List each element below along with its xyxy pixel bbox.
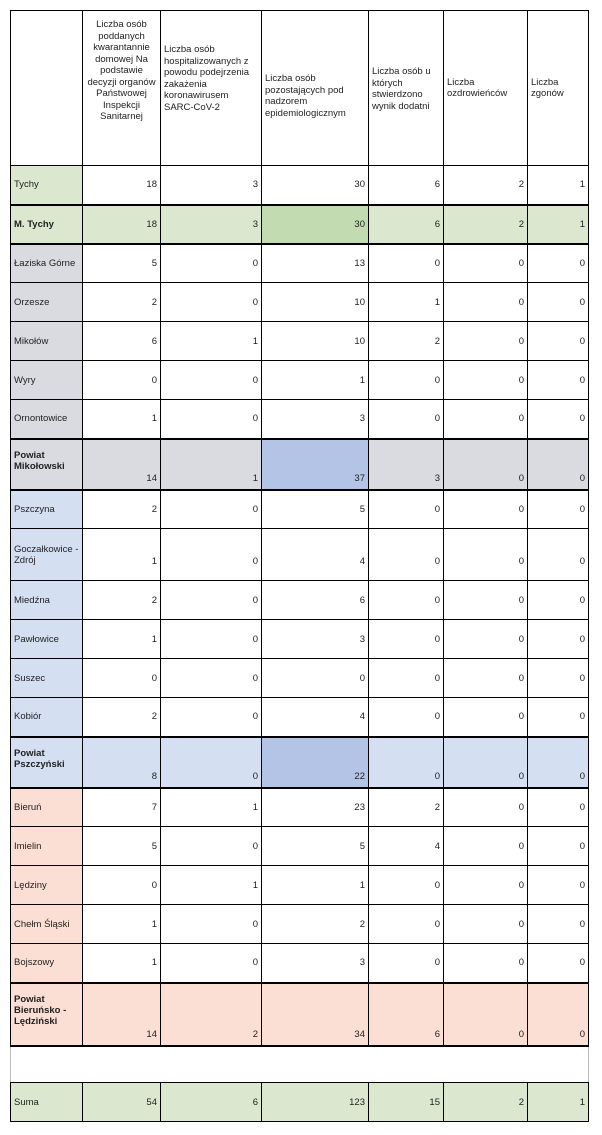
cell-hospitalized: 6	[161, 1083, 262, 1122]
cell-supervision: 0	[262, 659, 369, 698]
cell-quarantine: 54	[83, 1083, 161, 1122]
spacer-cell	[11, 1046, 589, 1083]
cell-deaths: 0	[528, 400, 589, 439]
row-name: Kobiór	[11, 698, 83, 737]
cell-supervision: 34	[262, 983, 369, 1046]
cell-supervision: 123	[262, 1083, 369, 1122]
cell-recovered: 0	[444, 737, 528, 788]
table-row	[11, 490, 589, 529]
header-row	[11, 11, 589, 166]
cell-deaths: 0	[528, 244, 589, 283]
cell-supervision: 30	[262, 205, 369, 244]
cell-hospitalized: 0	[161, 659, 262, 698]
cell-hospitalized: 0	[161, 361, 262, 400]
table-row	[11, 905, 589, 944]
cell-recovered: 0	[444, 983, 528, 1046]
epidemic-statistics-table	[10, 10, 589, 1122]
cell-deaths: 0	[528, 322, 589, 361]
cell-quarantine: 8	[83, 737, 161, 788]
cell-positive: 0	[369, 490, 444, 529]
cell-quarantine: 2	[83, 698, 161, 737]
cell-recovered: 0	[444, 659, 528, 698]
cell-deaths: 0	[528, 737, 589, 788]
cell-recovered: 0	[444, 244, 528, 283]
cell-deaths: 0	[528, 439, 589, 490]
cell-deaths: 0	[528, 581, 589, 620]
row-name: Miedźna	[11, 581, 83, 620]
cell-hospitalized: 0	[161, 944, 262, 983]
table-row	[11, 322, 589, 361]
cell-recovered: 0	[444, 283, 528, 322]
cell-supervision: 10	[262, 322, 369, 361]
cell-supervision: 4	[262, 529, 369, 581]
cell-positive: 6	[369, 166, 444, 205]
header-quarantine: Liczba osób poddanych kwarantannie domowej Na podstawie decyzji organów Państwowej Inspekcji Sanitarnej	[83, 11, 161, 166]
cell-quarantine: 5	[83, 827, 161, 866]
table-row	[11, 827, 589, 866]
cell-supervision: 3	[262, 944, 369, 983]
header-deaths: Liczba zgonów	[528, 11, 589, 166]
cell-recovered: 0	[444, 698, 528, 737]
cell-deaths: 0	[528, 659, 589, 698]
cell-positive: 0	[369, 944, 444, 983]
cell-hospitalized: 0	[161, 737, 262, 788]
row-name: Pszczyna	[11, 490, 83, 529]
cell-deaths: 1	[528, 166, 589, 205]
cell-positive: 6	[369, 983, 444, 1046]
cell-positive: 3	[369, 439, 444, 490]
row-name: Tychy	[11, 166, 83, 205]
cell-deaths: 1	[528, 205, 589, 244]
table-row	[11, 529, 589, 581]
row-name: Powiat Mikołowski	[11, 439, 83, 490]
total-row	[11, 1083, 589, 1122]
cell-recovered: 2	[444, 205, 528, 244]
cell-supervision: 30	[262, 166, 369, 205]
row-name: Goczałkowice - Zdrój	[11, 529, 83, 581]
row-name: Bieruń	[11, 788, 83, 827]
table-row	[11, 866, 589, 905]
table-container	[10, 10, 589, 1122]
cell-hospitalized: 1	[161, 788, 262, 827]
row-name: Suma	[11, 1083, 83, 1122]
row-name: Powiat Bieruńsko - Lędziński	[11, 983, 83, 1046]
table-row	[11, 166, 589, 205]
header-supervision: Liczba osób pozostających pod nadzorem epidemiologicznym	[262, 11, 369, 166]
row-name: Imielin	[11, 827, 83, 866]
cell-deaths: 0	[528, 944, 589, 983]
cell-supervision: 6	[262, 581, 369, 620]
cell-quarantine: 0	[83, 866, 161, 905]
row-name: Powiat Pszczyński	[11, 737, 83, 788]
cell-quarantine: 2	[83, 490, 161, 529]
cell-positive: 0	[369, 529, 444, 581]
cell-positive: 0	[369, 361, 444, 400]
cell-hospitalized: 0	[161, 827, 262, 866]
cell-recovered: 0	[444, 866, 528, 905]
cell-hospitalized: 0	[161, 400, 262, 439]
table-row	[11, 944, 589, 983]
cell-positive: 0	[369, 737, 444, 788]
table-row-summary	[11, 737, 589, 788]
cell-hospitalized: 0	[161, 529, 262, 581]
header-hospitalized: Liczba osób hospitalizowanych z powodu podejrzenia zakażenia koronawirusem SARC-CoV-2	[161, 11, 262, 166]
cell-hospitalized: 3	[161, 205, 262, 244]
header-corner	[11, 11, 83, 166]
cell-quarantine: 7	[83, 788, 161, 827]
cell-recovered: 0	[444, 944, 528, 983]
cell-hospitalized: 3	[161, 166, 262, 205]
table-row-summary	[11, 205, 589, 244]
cell-deaths: 0	[528, 827, 589, 866]
cell-positive: 15	[369, 1083, 444, 1122]
table-row	[11, 581, 589, 620]
cell-positive: 2	[369, 322, 444, 361]
row-name: Wyry	[11, 361, 83, 400]
cell-quarantine: 1	[83, 905, 161, 944]
cell-hospitalized: 0	[161, 283, 262, 322]
row-name: Łaziska Górne	[11, 244, 83, 283]
table-row	[11, 283, 589, 322]
row-name: Ornontowice	[11, 400, 83, 439]
cell-quarantine: 0	[83, 361, 161, 400]
cell-quarantine: 2	[83, 581, 161, 620]
row-name: Bojszowy	[11, 944, 83, 983]
cell-supervision: 1	[262, 866, 369, 905]
cell-positive: 0	[369, 400, 444, 439]
cell-quarantine: 14	[83, 983, 161, 1046]
cell-hospitalized: 0	[161, 581, 262, 620]
cell-hospitalized: 0	[161, 490, 262, 529]
cell-deaths: 0	[528, 283, 589, 322]
cell-supervision: 22	[262, 737, 369, 788]
row-name: Suszec	[11, 659, 83, 698]
cell-deaths: 0	[528, 788, 589, 827]
cell-positive: 2	[369, 788, 444, 827]
cell-supervision: 5	[262, 827, 369, 866]
row-name: Orzesze	[11, 283, 83, 322]
table-row	[11, 698, 589, 737]
cell-supervision: 23	[262, 788, 369, 827]
cell-deaths: 0	[528, 698, 589, 737]
cell-quarantine: 5	[83, 244, 161, 283]
cell-positive: 0	[369, 620, 444, 659]
cell-positive: 4	[369, 827, 444, 866]
cell-recovered: 0	[444, 361, 528, 400]
cell-quarantine: 0	[83, 659, 161, 698]
row-name: Mikołów	[11, 322, 83, 361]
cell-quarantine: 18	[83, 205, 161, 244]
cell-supervision: 37	[262, 439, 369, 490]
cell-quarantine: 1	[83, 620, 161, 659]
cell-hospitalized: 0	[161, 905, 262, 944]
cell-supervision: 3	[262, 620, 369, 659]
cell-recovered: 0	[444, 905, 528, 944]
cell-deaths: 0	[528, 983, 589, 1046]
cell-supervision: 1	[262, 361, 369, 400]
cell-deaths: 0	[528, 490, 589, 529]
cell-recovered: 0	[444, 788, 528, 827]
cell-hospitalized: 1	[161, 322, 262, 361]
row-name: Lędziny	[11, 866, 83, 905]
table-row	[11, 659, 589, 698]
cell-quarantine: 1	[83, 944, 161, 983]
spacer-row	[11, 1046, 589, 1083]
table-row	[11, 400, 589, 439]
cell-quarantine: 1	[83, 400, 161, 439]
cell-deaths: 0	[528, 905, 589, 944]
cell-positive: 0	[369, 866, 444, 905]
cell-deaths: 1	[528, 1083, 589, 1122]
cell-quarantine: 1	[83, 529, 161, 581]
row-name: M. Tychy	[11, 205, 83, 244]
cell-quarantine: 18	[83, 166, 161, 205]
cell-quarantine: 14	[83, 439, 161, 490]
table-row	[11, 361, 589, 400]
cell-quarantine: 2	[83, 283, 161, 322]
cell-hospitalized: 0	[161, 698, 262, 737]
table-row-summary	[11, 983, 589, 1046]
cell-recovered: 0	[444, 322, 528, 361]
header-positive: Liczba osób u których stwierdzono wynik dodatni	[369, 11, 444, 166]
cell-hospitalized: 2	[161, 983, 262, 1046]
cell-supervision: 3	[262, 400, 369, 439]
cell-hospitalized: 1	[161, 866, 262, 905]
cell-quarantine: 6	[83, 322, 161, 361]
table-row	[11, 788, 589, 827]
cell-supervision: 13	[262, 244, 369, 283]
cell-positive: 0	[369, 905, 444, 944]
cell-recovered: 0	[444, 827, 528, 866]
cell-positive: 1	[369, 283, 444, 322]
cell-supervision: 4	[262, 698, 369, 737]
cell-positive: 0	[369, 244, 444, 283]
cell-positive: 0	[369, 659, 444, 698]
cell-deaths: 0	[528, 620, 589, 659]
cell-positive: 0	[369, 581, 444, 620]
cell-recovered: 2	[444, 1083, 528, 1122]
cell-recovered: 2	[444, 166, 528, 205]
table-row-summary	[11, 439, 589, 490]
cell-positive: 6	[369, 205, 444, 244]
row-name: Chełm Śląski	[11, 905, 83, 944]
cell-supervision: 2	[262, 905, 369, 944]
header-recovered: Liczba ozdrowieńców	[444, 11, 528, 166]
table-row	[11, 620, 589, 659]
table-row	[11, 244, 589, 283]
cell-hospitalized: 1	[161, 439, 262, 490]
cell-hospitalized: 0	[161, 620, 262, 659]
cell-recovered: 0	[444, 490, 528, 529]
cell-recovered: 0	[444, 400, 528, 439]
row-name: Pawłowice	[11, 620, 83, 659]
cell-recovered: 0	[444, 620, 528, 659]
cell-deaths: 0	[528, 866, 589, 905]
cell-deaths: 0	[528, 361, 589, 400]
cell-positive: 0	[369, 698, 444, 737]
cell-supervision: 10	[262, 283, 369, 322]
cell-deaths: 0	[528, 529, 589, 581]
cell-supervision: 5	[262, 490, 369, 529]
cell-recovered: 0	[444, 529, 528, 581]
cell-recovered: 0	[444, 581, 528, 620]
cell-hospitalized: 0	[161, 244, 262, 283]
cell-recovered: 0	[444, 439, 528, 490]
